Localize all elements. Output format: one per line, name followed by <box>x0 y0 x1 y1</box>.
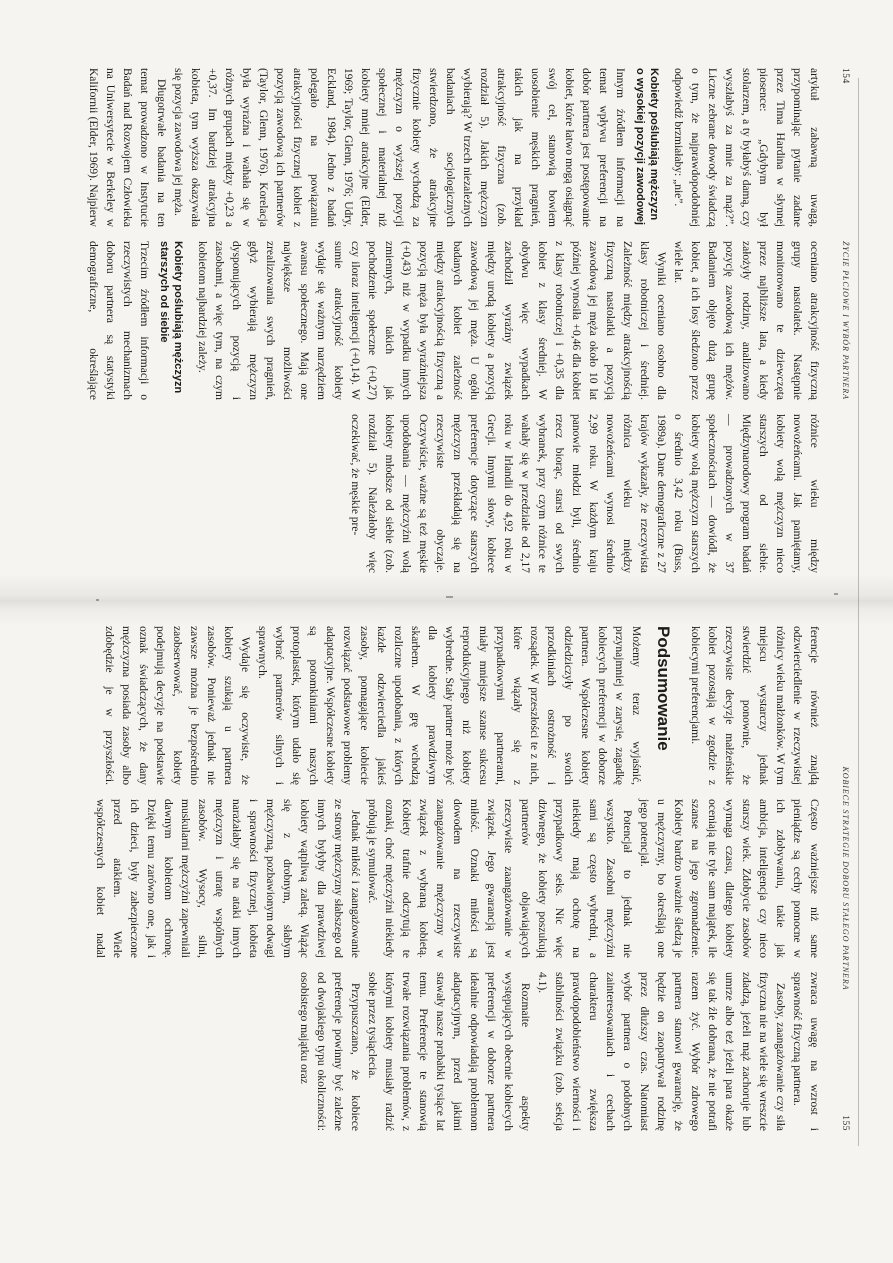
running-head <box>830 626 850 1131</box>
body-paragraph: Jednak miłość i zaangażowanie ze strony mężczyzny słabszego od innych byłyby dla prawdziwej kobiety wątpliwą zaletą. Wiążąc się z drobnym, słabym mężczyzną, pozbawionym odwagi i sprawności fizycznej, kobieta narażałaby się na ataki innych mężczyzn i utratę wspólnych zasobów. Wysocy, silni, muskularni mężczyźni zapewniali dawnym kobietom ochronę. Dzięki temu zarówno one, jak i ich dzieci, były zabezpieczone przed atakiem. Wiele współczesnych kobiet nadal zwraca uwagę na wzrost i sprawność fizyczną partnera. <box>94 799 820 1131</box>
page-155 <box>82 626 850 1131</box>
summary-heading: Podsumowanie <box>654 626 673 751</box>
body-paragraph: Wydaje się oczywiste, że kobiety szukają u partnera zasobów. Ponieważ jednak nie zawsze można je bezpośrednio zaobserwować, kobiety podejmują decyzje na podstawie oznak świadczących, że dany mężczyzna posiada zasoby albo zdobędzie je w przyszłości. Często ważniejsze niż same pieniądze są cechy pomocne w ich zdobywaniu, takie jak ambicja, inteligencja czy nieco starszy wiek. Zdobycie zasobów wymaga czasu, dlatego kobiety oceniają nie tyle sam majątek, ile szanse na jego zgromadzenie. Kobiety bardzo uważnie śledzą je u mężczyzny, bo określają one jego potencjał. <box>103 626 820 958</box>
body-paragraph: Trzecim źródłem informacji o rzeczywistych mechanizmach doboru partnera są statystyki demograficzne, określające różnice wieku między nowożeńcami. Jak pamiętamy, kobiety wolą mężczyzn nieco starszych od siebie. Międzynarodowy program badań — prowadzonych w 37 społecznościach — dowiódł, że kobiety wolą mężczyzn starszych o średnio 3,42 roku (Buss, 1989a). Dane demograficzne z 27 krajów wykazały, że rzeczywista różnica wieku między nowożeńcami wynosi średnio 2,99 roku. W każdym kraju panowie młodzi byli, średnio rzecz biorąc, starsi od swych wybranek, przy czym różnice te wahały się w przedziale od 2,17 roku w Irlandii do 4,92 roku w Grecji. Innymi słowy, kobiece preferencje dotyczące starszych mężczyzn przekładają się na rzeczywiste obyczaje. Oczywiście, ważne są też męskie upodobania — mężczyźni wolą kobiety młodsze od siebie (zob. rozdział 5). Należałoby więc oczekiwać, że męskie pre- <box>87 241 820 573</box>
page-number: 154 <box>840 68 850 84</box>
body-paragraph: artykuł zabawną uwagą, przypominając pytanie zadane przez Tima Hardina w słynnej piosence: „Gdybym był stolarzem, a ty byłabyś damą, czy wyszłabyś za mnie za mąż?”. Liczne zebrane dowody świadczą o tym, że najprawdopodobniej odpowiedź brzmiałaby: „nie”. <box>672 68 820 227</box>
body-paragraph: Długotrwałe badania na ten temat prowadzono w Instytucie Badań nad Rozwojem Człowieka na Uniwersytecie w Berkeley w Kalifornii (Elder, 1969). Najpierw oceniano atrakcyjność fizyczną grupy nastolatek. Następnie monitorowano te dziewczęta przez najbliższe lata, a kiedy założyły rodziny, analizowano pozycję zawodową ich mężów. Badaniem objęto dużą grupę kobiet, a ich losy śledzono przez wiele lat. <box>87 68 820 400</box>
body-paragraph: Przypuszczano, że kobiece preferencje powinny być zależne od dwojakiego typu okoliczności: osobistego majątku oraz <box>298 972 361 1131</box>
running-head-title: KOBIECE STRATEGIE DOBORU STAŁEGO PARTNERA <box>841 766 850 991</box>
scan-artifact <box>446 596 453 598</box>
scan-artifact <box>96 599 99 601</box>
page-number: 155 <box>840 1115 850 1131</box>
page-154 <box>82 68 850 573</box>
body-paragraph: Innym źródłem informacji na temat wpływu preferencji na dobór partnera jest postępowanie kobiet, które łatwo mogą osiągnąć swój cel, stanowią bowiem uosobienie męskich pragnień, takich jak na przykład atrakcyjność fizyczna (zob. rozdział 5). Jakich mężczyzn wybierają? W trzech niezależnych badaniach socjologicznych stwierdzono, że atrakcyjne fizycznie kobiety wychodzą za mężczyzn o wyższej pozycji społecznej i materialnej niż kobiety mniej atrakcyjne (Elder, 1969; Taylor, Glenn, 1976; Udry, Eckland, 1984). Jedno z badań polegało na powiązaniu atrakcyjności fizycznej kobiet z pozycją zawodową ich partnerów (Taylor, Glenn, 1976). Korelacja była wyraźna i wahała się w różnych grupach między +0,23 a +0,37. Im bardziej atrakcyjna kobieta, tym wyższa okazywała się pozycja zawodowa jej męża. <box>172 68 626 227</box>
body-paragraph: Rozmaite aspekty występujących obecnie kobiecych preferencji w doborze partnera idealnie odpowiadają problemom adaptacyjnym, przed jakimi stawały nasze prababki tysiące lat temu. Preferencje te stanowią trwałe rozwiązania problemów, z którymi kobiety musiały radzić sobie przez tysiąclecia. <box>366 972 531 1131</box>
body-paragraph: Zasoby, zaangażowanie czy siła fizyczna nie na wiele się wreszcie zdadzą, jeżeli mąż zachoruje lub umrze albo też jeżeli para okaże się tak źle dobrana, że nie potrafi razem żyć. Wybór zdrowego partnera stanowi gwarancję, że będzie on zaopatrywał rodzinę przez dłuższy czas. Natomiast wybór partnera o podobnych zainteresowaniach i cechach charakteru zwiększa prawdopodobieństwo wierności i stabilności związku (zob. sekcja 4.1). <box>536 972 786 1131</box>
section-heading: Kobiety poślubiają mężczyzn starszych od siebie <box>158 241 184 394</box>
section-heading: Kobiety poślubiają mężczyzn o wysokiej pozycji zawodowej <box>634 68 660 226</box>
page-edge-line <box>858 78 859 1146</box>
binding-gutter <box>0 574 893 626</box>
running-head-title: ŻYCIE PŁCIOWE I WYBÓR PARTNERA <box>841 241 850 400</box>
page-body <box>84 68 822 573</box>
body-paragraph: Wyniki oceniano osobno dla klasy robotniczej i średniej. Zależność między atrakcyjnością fizyczną nastolatki a pozycją zawodową jej męża około 10 lat później wynosiła +0,46 dla kobiet z klasy robotniczej i +0,35 dla kobiet z klasy średniej. W obydwu więc wypadkach zachodził wyraźny związek między urodą kobiety a pozycją zawodową jej męża. U ogółu badanych kobiet zależność między atrakcyjnością fizyczną a pozycją męża była wyraźniejsza (+0,43) niż w wypadku innych zmiennych, takich jak pochodzenie społeczne (+0,27) czy iloraz inteligencji (+0,14). W sumie atrakcyjność kobiety wydaje się ważnym narzędziem awansu społecznego. Mają one największe możliwości zrealizowania swych pragnień, gdyż wybierają mężczyzn dysponujących pozycją i zasobami, a więc tym, na czym kobietom najbardziej zależy. <box>196 241 667 400</box>
scan-artifact <box>834 593 838 595</box>
running-head <box>830 68 850 573</box>
page-body <box>84 626 822 1131</box>
body-paragraph: Potencjał to jednak nie wszystko. Zasobni mężczyźni sami są często wybredni, a niekiedy mają ochotę na przypadkowy seks. Nic więc dziwnego, że kobiety poszukują partnerów objawiających rzeczywiste zaangażowanie w związek. Jego gwarancją jest miłość. Oznaki miłości są dowodem na rzeczywiste zaangażowanie mężczyzny w związek z wybraną kobietą. Kobiety trafnie odczytują te oznaki, choć mężczyźni niekiedy próbują je symulować. <box>366 799 633 958</box>
body-paragraph: Możemy teraz wyjaśnić, przynajmniej w zarysie, zagadkę kobiecych preferencji w doborze partnera. Współczesne kobiety odziedziczyły po swoich przodkiniach ostrożność i rozsądek. W przeszłości te z nich, które wiązały się z przypadkowymi partnerami, miały mniejsze szanse sukcesu reprodukcyjnego niż kobiety wybredne. Stały partner może być dla kobiety prawdziwym skarbem. W grę wchodzą rozliczne upodobania, z których każde odzwierciedla jakieś zasoby, pomagające kobiecie rozwiązać podstawowe problemy adaptacyjne. Współczesne kobiety są potomkiniami naszych protoplastek, którym udało się wybrać partnerów silnych i sprawnych. <box>256 626 642 785</box>
body-paragraph: ferencje również znajdą odzwierciedlenie w rzeczywistej różnicy wieku małżonków. W tym miejscu wystarczy jednak stwierdzić ponownie, że rzeczywiste decyzje małżeńskie kobiet pozostają w zgodzie z kobiecymi preferencjami. <box>689 626 820 785</box>
